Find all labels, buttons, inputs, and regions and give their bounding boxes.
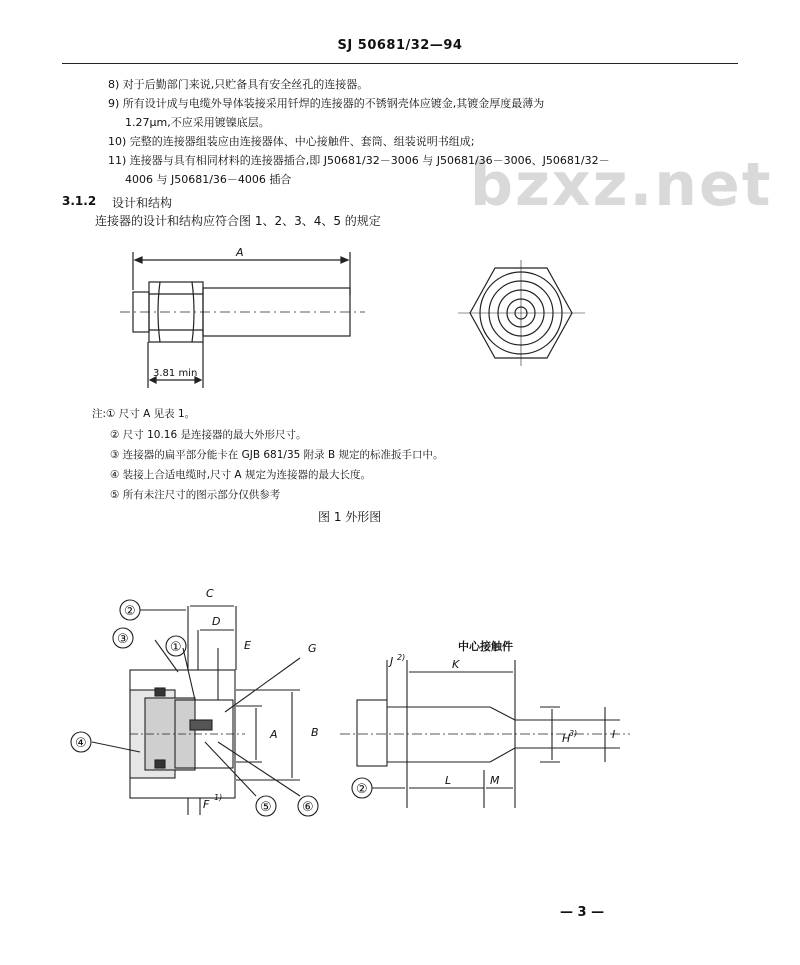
fig3-label-h: H: [562, 732, 571, 745]
page-number: — 3 —: [560, 905, 605, 920]
note-1: 注:① 尺寸 A 见表 1。: [92, 408, 196, 420]
standard-number-header: SJ 50681/32—94: [337, 38, 463, 53]
figure-1-caption: 图 1 外形图: [318, 510, 382, 524]
fig2-callout-6: ⑥: [302, 800, 314, 815]
fig2-label-b: B: [311, 726, 319, 739]
fig2-callout-4: ④: [75, 736, 87, 751]
note-2: ② 尺寸 10.16 是连接器的最大外形尺寸。: [110, 429, 307, 441]
fig2-label-g: G: [308, 642, 317, 655]
section-body: 连接器的设计和结构应符合图 1、2、3、4、5 的规定: [95, 214, 381, 228]
fig3-label-m: M: [490, 774, 500, 787]
fig3-label-k: K: [452, 658, 460, 671]
fig2-sup1: 1): [214, 793, 223, 802]
list-item-11-cont: 4006 与 J50681/36－4006 插合: [125, 173, 292, 186]
list-item-8: 8) 对于后勤部门来说,只贮备具有安全丝孔的连接器。: [108, 78, 369, 91]
fig3-sup3: 3): [569, 729, 578, 738]
list-item-9: 9) 所有设计成与电缆外导体装接采用钎焊的连接器的不锈钢壳体应镀金,其镀金厚度最薄为: [108, 97, 545, 110]
fig3-title: 中心接触件: [458, 640, 513, 653]
list-item-9-cont: 1.27μm,不应采用镀镍底层。: [125, 116, 270, 129]
fig3-label-l: L: [445, 774, 452, 787]
fig2-label-a: A: [270, 728, 278, 741]
list-item-11: 11) 连接器与具有相同材料的连接器插合,即 J50681/32－3006 与 J50681/36－3006、J50681/32－: [108, 154, 610, 167]
fig3-callout-2: ②: [356, 782, 368, 797]
fig2-label-c: C: [206, 587, 214, 600]
fig3-label-j: J: [390, 655, 394, 668]
note-3: ③ 连接器的扁平部分能卡在 GJB 681/35 附录 B 规定的标准扳手口中。: [110, 449, 444, 461]
fig1-dim-text: 3.81 min: [153, 368, 198, 379]
fig2-callout-5: ⑤: [260, 800, 272, 815]
fig2-callout-1: ①: [170, 640, 182, 655]
section-number: 3.1.2: [62, 194, 97, 208]
fig2-callout-3: ③: [117, 632, 129, 647]
list-item-10: 10) 完整的连接器组装应由连接器体、中心接触件、套筒、组装说明书组成;: [108, 135, 475, 148]
fig2-label-d: D: [212, 615, 221, 628]
watermark: bzxz.net: [470, 150, 773, 220]
fig3-sup2: 2): [397, 653, 406, 662]
note-5: ⑤ 所有未注尺寸的图示部分仅供参考: [110, 489, 281, 501]
fig2-callout-2: ②: [124, 604, 136, 619]
fig2-label-e: E: [244, 639, 251, 652]
fig1-label-a: A: [236, 246, 244, 259]
section-title: 设计和结构: [112, 196, 173, 210]
note-4: ④ 装接上合适电缆时,尺寸 A 规定为连接器的最大长度。: [110, 469, 371, 481]
fig3-label-i: I: [612, 728, 616, 741]
fig2-label-f: F: [203, 798, 210, 811]
